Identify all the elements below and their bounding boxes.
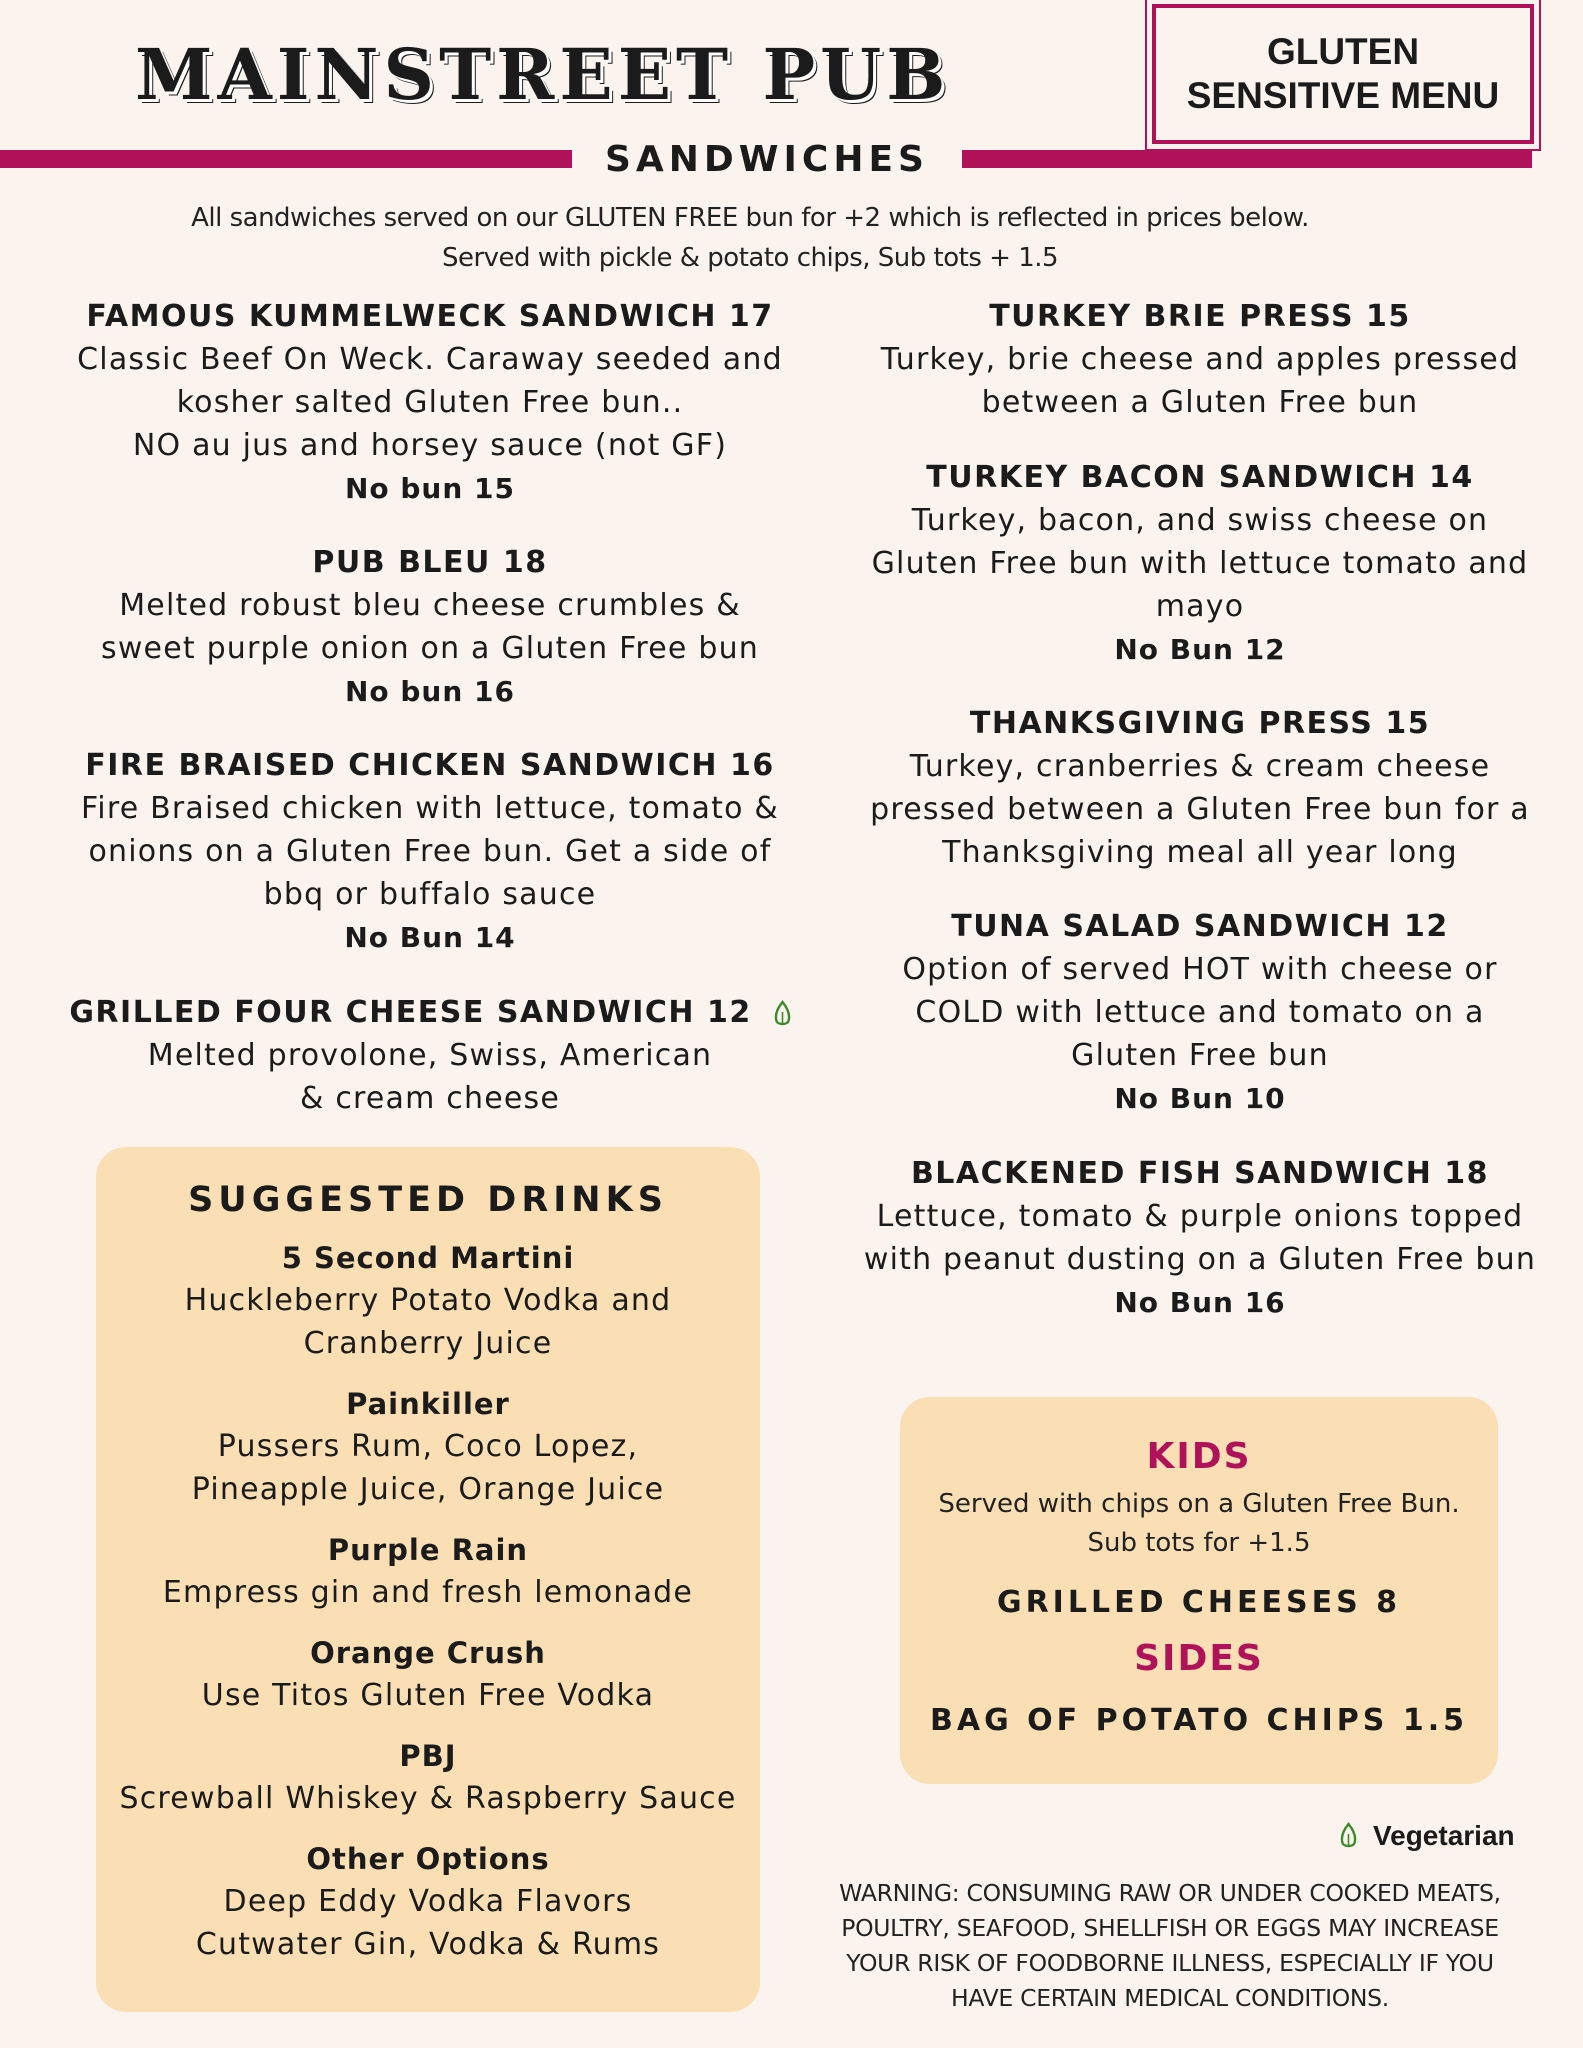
header-rule-right [962, 150, 1532, 168]
sandwiches-heading: SANDWICHES [605, 139, 929, 180]
item-name: TURKEY BRIE PRESS 15 [989, 299, 1411, 334]
item-desc-line: sweet purple onion on a Gluten Free bun [100, 631, 759, 666]
warning-line: HAVE CERTAIN MEDICAL CONDITIONS. [951, 1984, 1389, 2012]
item-no-bun-price: No bun 15 [344, 472, 516, 505]
menu-item [855, 456, 1545, 671]
drink-item [96, 1529, 760, 1614]
intro-line-2: Served with pickle & potato chips, Sub tots + 1.5 [441, 243, 1059, 273]
item-desc-line: Melted robust bleu cheese crumbles & [119, 588, 741, 623]
drink-name: Purple Rain [327, 1533, 529, 1567]
drink-desc-line: Use Titos Gluten Free Vodka [201, 1678, 655, 1713]
item-desc-line: Option of served HOT with cheese or [902, 952, 1498, 987]
kids-sides-box [900, 1397, 1498, 1784]
menu-item [55, 295, 805, 510]
menu-item [55, 991, 805, 1120]
item-name: FIRE BRAISED CHICKEN SANDWICH 16 [85, 748, 775, 783]
item-desc-line: Lettuce, tomato & purple onions topped [876, 1199, 1524, 1234]
sides-item: BAG OF POTATO CHIPS 1.5 [930, 1703, 1468, 1738]
item-name: TURKEY BACON SANDWICH 14 [926, 460, 1474, 495]
menu-item [55, 541, 805, 713]
item-desc-line: Melted provolone, Swiss, American [147, 1038, 713, 1073]
menu-item [855, 1152, 1545, 1324]
warning-line: WARNING: CONSUMING RAW OR UNDER COOKED MEATS, [839, 1879, 1501, 1907]
drink-name: Other Options [306, 1842, 550, 1876]
item-desc-line: Turkey, bacon, and swiss cheese on [911, 503, 1489, 538]
vegetarian-legend [1340, 1815, 1540, 1857]
drink-name: 5 Second Martini [281, 1241, 575, 1275]
item-no-bun-price: No Bun 10 [1114, 1082, 1286, 1115]
drink-desc-line: Empress gin and fresh lemonade [162, 1575, 694, 1610]
item-name-row [55, 991, 805, 1034]
item-desc-line: Turkey, cranberries & cream cheese [909, 749, 1491, 784]
drink-desc-line: Cranberry Juice [303, 1326, 553, 1361]
item-desc-line: COLD with lettuce and tomato on a [915, 995, 1485, 1030]
item-name: BLACKENED FISH SANDWICH 18 [910, 1156, 1490, 1191]
item-desc-line: Thanksgiving meal all year long [942, 835, 1458, 870]
drink-name: Orange Crush [310, 1636, 546, 1670]
item-desc-line: mayo [1155, 589, 1245, 624]
badge-line-2: SENSITIVE MENU [1186, 75, 1500, 116]
item-desc-line: Fire Braised chicken with lettuce, tomato & [81, 791, 779, 826]
item-desc-line: with peanut dusting on a Gluten Free bun [863, 1242, 1537, 1277]
kids-desc-line: Served with chips on a Gluten Free Bun. [938, 1489, 1460, 1519]
item-name: GRILLED FOUR CHEESE SANDWICH 12 [69, 995, 752, 1030]
item-no-bun-price: No Bun 14 [344, 921, 516, 954]
drink-item [96, 1632, 760, 1717]
item-desc-line: & cream cheese [299, 1081, 560, 1116]
item-desc-line: Gluten Free bun with lettuce tomato and [871, 546, 1529, 581]
header-rule-left [0, 150, 572, 168]
menu-item [55, 744, 805, 959]
kids-item: GRILLED CHEESES 8 [996, 1585, 1402, 1620]
item-desc-line: bbq or buffalo sauce [263, 877, 597, 912]
drink-item [96, 1237, 760, 1365]
drink-item [96, 1383, 760, 1511]
vegetarian-label: Vegetarian [1373, 1820, 1515, 1851]
item-no-bun-price: No Bun 12 [1114, 633, 1286, 666]
item-no-bun-price: No bun 16 [344, 675, 516, 708]
drink-name: Painkiller [346, 1387, 510, 1421]
drink-item [96, 1838, 760, 1966]
drinks-heading: SUGGESTED DRINKS [188, 1180, 668, 1220]
drink-desc-line: Cutwater Gin, Vodka & Rums [195, 1927, 661, 1962]
item-name: THANKSGIVING PRESS 15 [969, 706, 1431, 741]
menu-item [855, 905, 1545, 1120]
item-desc-line: Classic Beef On Weck. Caraway seeded and [77, 342, 783, 377]
sandwiches-intro [100, 198, 1400, 278]
drink-desc-line: Screwball Whiskey & Raspberry Sauce [119, 1781, 737, 1816]
vegetarian-leaf-icon [774, 1000, 791, 1028]
intro-line-1: All sandwiches served on our GLUTEN FREE bun for +2 which is reflected in prices below. [191, 203, 1309, 233]
item-name: PUB BLEU 18 [312, 545, 548, 580]
gluten-sensitive-badge [1152, 4, 1534, 144]
item-name: TUNA SALAD SANDWICH 12 [951, 909, 1449, 944]
drink-desc-line: Pussers Rum, Coco Lopez, [217, 1429, 639, 1464]
suggested-drinks-box [96, 1147, 760, 2012]
menu-item [855, 702, 1545, 874]
item-desc-line: between a Gluten Free bun [981, 385, 1419, 420]
item-desc-line: pressed between a Gluten Free bun for a [870, 792, 1530, 827]
badge-line-1: GLUTEN [1266, 30, 1420, 72]
vegetarian-leaf-icon [1340, 1822, 1357, 1850]
item-desc-line: Gluten Free bun [1071, 1038, 1329, 1073]
drink-name: PBJ [399, 1739, 457, 1773]
kids-heading: KIDS [1146, 1436, 1252, 1477]
item-desc-line: onions on a Gluten Free bun. Get a side of [88, 834, 772, 869]
item-no-bun-price: No Bun 16 [1114, 1286, 1286, 1319]
sides-heading: SIDES [1134, 1638, 1264, 1679]
drink-desc-line: Huckleberry Potato Vodka and [184, 1283, 672, 1318]
drink-desc-line: Deep Eddy Vodka Flavors [223, 1884, 633, 1919]
drink-item [96, 1735, 760, 1820]
restaurant-title: MAINSTREET PUB [135, 33, 951, 116]
warning-line: POULTRY, SEAFOOD, SHELLFISH OR EGGS MAY INCREASE [841, 1914, 1499, 1942]
item-desc-line: NO au jus and horsey sauce (not GF) [132, 428, 728, 463]
menu-item [855, 295, 1545, 424]
kids-desc-line: Sub tots for +1.5 [1087, 1528, 1311, 1558]
item-desc-line: Turkey, brie cheese and apples pressed [880, 342, 1520, 377]
item-desc-line: kosher salted Gluten Free bun.. [176, 385, 684, 420]
item-name: FAMOUS KUMMELWECK SANDWICH 17 [86, 299, 774, 334]
food-safety-warning [805, 1876, 1535, 2016]
drink-desc-line: Pineapple Juice, Orange Juice [191, 1472, 665, 1507]
warning-line: YOUR RISK OF FOODBORNE ILLNESS, ESPECIALLY IF YOU [846, 1949, 1494, 1977]
